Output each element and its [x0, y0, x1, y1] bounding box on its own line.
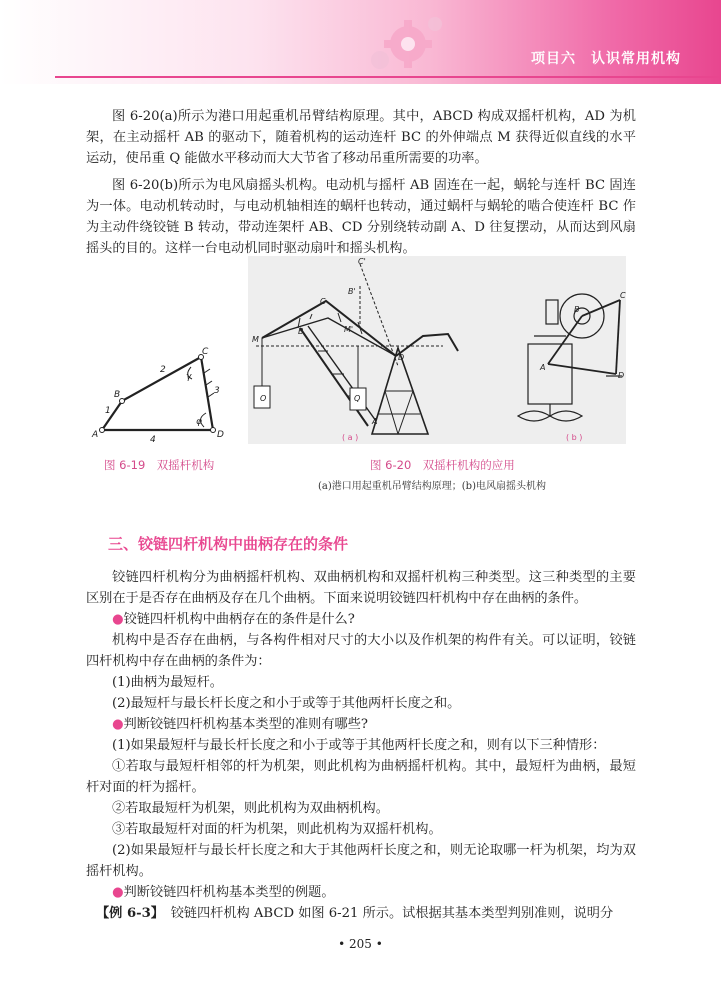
fig19-label-3: 3 [214, 386, 220, 396]
chapter-title: 项目六 认识常用机构 [531, 51, 681, 67]
figure-6-20-subcaption: (a)港口用起重机吊臂结构原理；(b)电风扇摇头机构 [318, 481, 546, 492]
crane-label-c: C [320, 297, 326, 306]
fan-label-d: D [618, 371, 625, 380]
fig19-label-a: A [92, 430, 99, 440]
rule-1a: ①若取与最短杆相邻的杆为机架，则此机构为曲柄摇杆机构。其中，最短杆为曲柄，最短杆对面的杆为摇杆。 [86, 759, 636, 795]
rule-2: (2)如果最短杆与最长杆长度之和大于其他两杆长度之和，则无论取哪一杆为机架，均为双摇杆机构。 [86, 843, 636, 879]
condition-2: (2)最短杆与最长杆长度之和小于或等于其他两杆长度之和。 [112, 696, 461, 711]
paragraph-fan: 图 6-20(b)所示为电风扇摇头机构。电动机与摇杆 AB 固连在一起，蜗轮与连杆 BC 固连为一体。电动机转动时，与电动机轴相连的蜗杆也转动，通过蜗杆与蜗轮的啮合使连杆 BC 作为主动件绕铰链 B 转动，带动连架杆 AB、CD 分别绕转动副 A、D 往复摆动，从而达到风扇摇头的目的。这样一台电动机同时驱动扇叶和摇头机构。 [86, 178, 636, 256]
fan-label-c: C [620, 291, 626, 300]
figure-6-20a-crane [248, 256, 488, 444]
rule-1: (1)如果最短杆与最长杆长度之和小于或等于其他两杆长度之和，则有以下三种情形： [112, 738, 606, 753]
gear-icon [360, 12, 450, 78]
example-6-3: 【例 6-3】 铰链四杆机构 ABCD 如图 6-21 所示。试根据其基本类型判别准则，说明分 [96, 906, 614, 921]
crane-label-m-prime: M' [344, 325, 354, 334]
condition-1: (1)曲柄为最短杆。 [112, 675, 223, 690]
question-criteria: ●判断铰链四杆机构基本类型的准则有哪些? [112, 717, 368, 732]
fig19-label-phi: φ [196, 417, 202, 427]
crane-label-q: Q [354, 394, 361, 403]
paragraph-types: 铰链四杆机构分为曲柄摇杆机构、双曲柄机构和双摇杆机构三种类型。这三种类型的主要区别在于是否存在曲柄及存在几个曲柄。下面来说明铰链四杆机构中存在曲柄的条件。 [86, 570, 636, 606]
paragraph-crank-explanation: 机构中是否存在曲柄，与各构件相对尺寸的大小以及作机架的构件有关。可以证明，铰链四杆机构中存在曲柄的条件为： [86, 633, 636, 669]
example-tag: 【例 6-3】 [96, 906, 158, 921]
rule-1c: ③若取最短杆对面的杆为机架，则此机构为双摇杆机构。 [112, 822, 442, 837]
page-header [0, 0, 721, 84]
fig19-label-1: 1 [105, 406, 111, 416]
header-divider [55, 76, 721, 78]
fig19-label-4: 4 [150, 435, 156, 445]
crane-label-o: O [260, 394, 267, 403]
bullet-icon: ● [112, 885, 124, 900]
fig19-label-d: D [217, 430, 224, 440]
crane-label-d: D [398, 353, 405, 362]
fig19-label-gamma: γ [186, 372, 192, 382]
question-example: ●判断铰链四杆机构基本类型的例题。 [112, 885, 335, 900]
bullet-icon: ● [112, 612, 124, 627]
figure-6-20-caption: 图 6-20 双摇杆机构的应用 [370, 458, 515, 472]
figure-6-19-diagram [88, 345, 238, 445]
figure-6-20a-label: ( a ) [342, 433, 359, 442]
rule-1b: ②若取最短杆为机架，则此机构为双曲柄机构。 [112, 801, 389, 816]
crane-label-b: B [298, 327, 304, 336]
paragraph-crane: 图 6-20(a)所示为港口用起重机吊臂结构原理。其中，ABCD 构成双摇杆机构，AD 为机架，在主动摇杆 AB 的驱动下，随着机构的运动连杆 BC 的外伸端点 M 获得近似直线的水平运动，使吊重 Q 能做水平移动而大大节省了移动吊重所需要的功率。 [86, 109, 636, 166]
section-title: 三、铰链四杆机构中曲柄存在的条件 [108, 535, 349, 553]
fig19-label-b: B [114, 390, 121, 400]
fan-label-a: A [540, 363, 546, 372]
figure-6-20b-fan [508, 276, 626, 444]
crane-label-m: M [252, 335, 259, 344]
fan-label-b: B [574, 305, 580, 314]
fig19-label-c: C [202, 347, 209, 357]
question-crank-condition: ●铰链四杆机构中曲柄存在的条件是什么? [112, 612, 355, 627]
crane-label-b-prime: B' [348, 287, 356, 296]
fig19-label-2: 2 [160, 365, 166, 375]
crane-label-a: A [372, 417, 378, 426]
bullet-icon: ● [112, 717, 124, 732]
crane-label-c-prime: C' [358, 257, 366, 266]
figure-6-19-caption: 图 6-19 双摇杆机构 [104, 458, 215, 472]
figure-6-20b-label: ( b ) [566, 433, 583, 442]
page-number: • 205 • [338, 937, 383, 951]
